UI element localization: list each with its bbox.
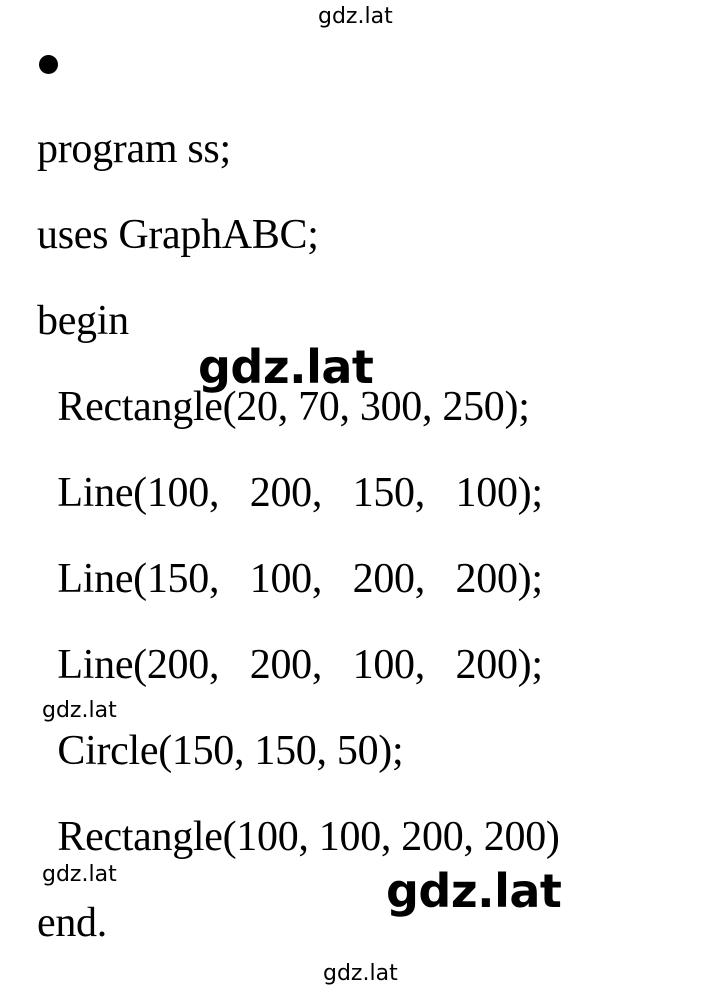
watermark-left-1: gdz.lat — [42, 698, 117, 723]
code-line-uses: uses GraphABC; — [37, 212, 319, 258]
watermark-mid-large: gdz.lat — [198, 340, 374, 394]
code-line-line-2: Line(150, 100, 200, 200); — [37, 556, 543, 602]
watermark-bottom: gdz.lat — [323, 961, 398, 986]
code-line-rectangle-1: Rectangle(20, 70, 300, 250); — [37, 384, 530, 430]
code-line-circle: Circle(150, 150, 50); — [37, 728, 404, 774]
code-line-line-1: Line(100, 200, 150, 100); — [37, 470, 543, 516]
bullet-point — [39, 55, 58, 74]
watermark-left-2: gdz.lat — [42, 862, 117, 887]
watermark-top: gdz.lat — [318, 4, 393, 29]
code-line-rectangle-2: Rectangle(100, 100, 200, 200) — [37, 814, 560, 860]
code-line-begin: begin — [37, 298, 129, 344]
code-line-program: program ss; — [37, 126, 231, 172]
watermark-bottom-large: gdz.lat — [386, 864, 562, 918]
code-line-end: end. — [37, 900, 107, 946]
code-line-line-3: Line(200, 200, 100, 200); — [37, 642, 543, 688]
